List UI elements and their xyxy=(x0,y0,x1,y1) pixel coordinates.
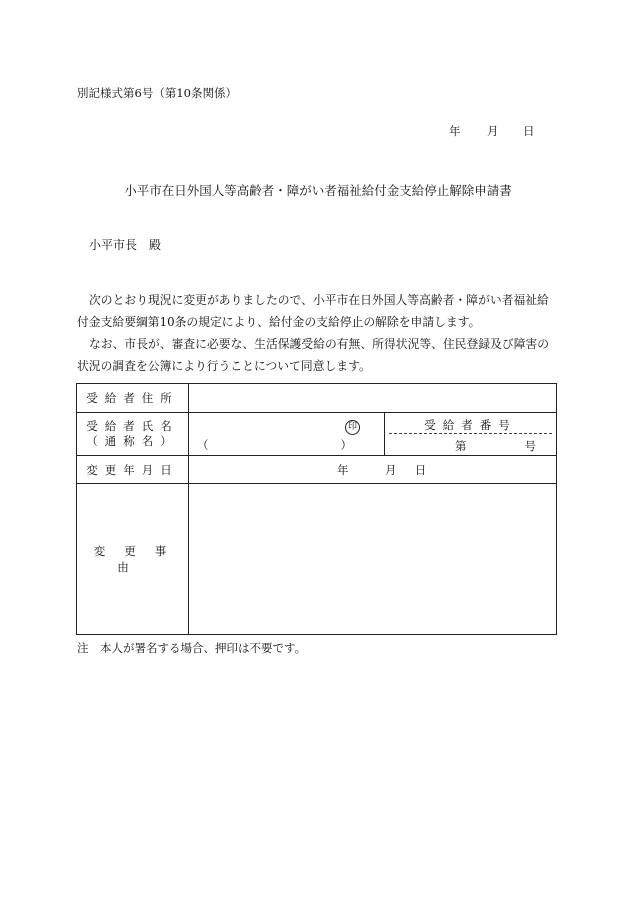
change-reason-field[interactable] xyxy=(189,484,557,635)
change-reason-label-cell xyxy=(77,484,189,635)
application-date xyxy=(449,123,535,139)
alias-paren-open: （ xyxy=(197,438,209,452)
document-title: 小平市在日外国人等高齢者・障がい者福祉給付金支給停止解除申請書 xyxy=(124,183,512,198)
name-row xyxy=(77,413,557,456)
addressee: 小平市長 殿 xyxy=(89,238,162,252)
body-paragraph-2: なお、市長が、審査に必要な、生活保護受給の有無、所得状況等、住民登録及び障害の状況の調査を公簿により行うことについて同意します。 xyxy=(77,337,550,373)
change-date-row xyxy=(77,456,557,484)
change-date-day: 日 xyxy=(414,462,427,477)
change-reason-row xyxy=(77,484,557,635)
date-month-label: 月 xyxy=(487,124,499,138)
body-paragraph-1: 次のとおり現況に変更がありましたので、小平市在日外国人等高齢者・障がい者福祉給付金支給要綱第10条の規定により、給付金の支給停止の解除を申請します。 xyxy=(77,293,549,329)
address-field[interactable] xyxy=(189,384,557,413)
alias-label: （通称名） xyxy=(86,434,179,448)
address-row xyxy=(77,384,557,413)
recipient-number-field[interactable] xyxy=(385,413,557,456)
name-label-cell xyxy=(77,413,189,456)
name-label: 受給者氏名 xyxy=(86,419,179,433)
change-date-year: 年 xyxy=(337,462,349,477)
recipient-number-label: 受給者番号 xyxy=(424,418,517,432)
form-number: 別記様式第6号（第10条関係） xyxy=(77,86,237,100)
date-year-label: 年 xyxy=(449,124,461,138)
application-form-table xyxy=(76,383,557,635)
footnote: 注 本人が署名する場合、押印は不要です。 xyxy=(77,641,307,655)
change-reason-label: 変更事由 xyxy=(93,544,186,574)
change-date-field[interactable] xyxy=(189,456,557,484)
address-label-cell xyxy=(77,384,189,413)
seal-mark-icon: 印 xyxy=(345,420,360,435)
name-field[interactable] xyxy=(189,413,385,456)
change-date-label: 変更年月日 xyxy=(86,462,179,477)
number-prefix: 第 xyxy=(455,439,467,453)
address-label: 受給者住所 xyxy=(86,391,179,405)
dashed-divider xyxy=(389,433,552,434)
change-date-month: 月 xyxy=(385,462,397,477)
number-suffix: 号 xyxy=(524,439,536,453)
alias-paren-close: ） xyxy=(340,438,352,452)
change-date-label-cell xyxy=(77,456,189,484)
date-day-label: 日 xyxy=(523,124,535,138)
